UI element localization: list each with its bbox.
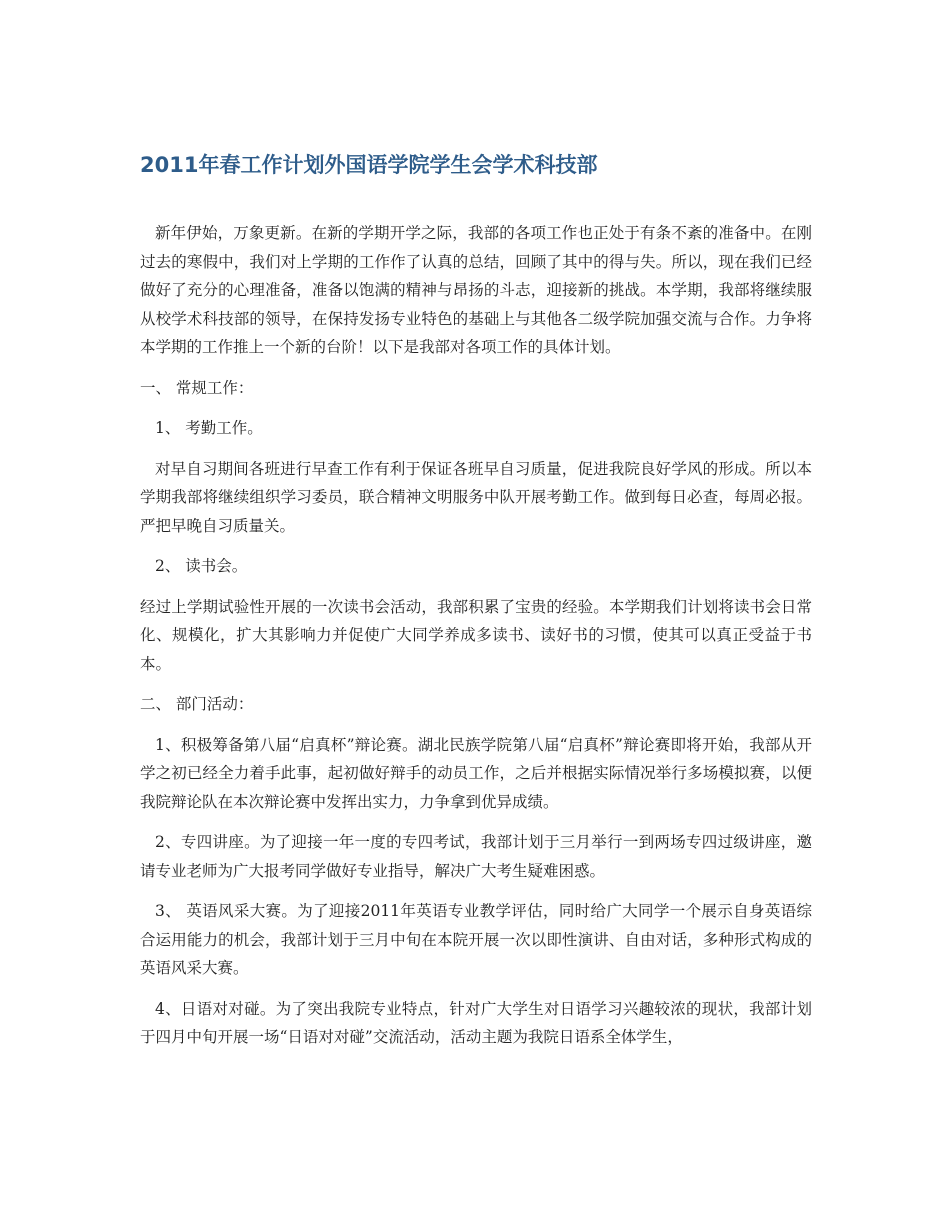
reading-club-paragraph: 经过上学期试验性开展的一次读书会活动，我部积累了宝贵的经验。本学期我们计划将读书会日常化、规模化，扩大其影响力并促使广大同学养成多读书、读好书的习惯，使其可以真正受益于书本。: [140, 597, 812, 673]
section-heading-department-activities: 二、 部门活动：: [140, 695, 254, 713]
section-heading-routine-work: 一、 常规工作：: [140, 378, 254, 397]
activity-english-contest-paragraph: 3、 英语风采大赛。为了迎接2011年英语专业教学评估，同时给广大同学一个展示自身英语综合运用能力的机会，我部计划于三月中旬在本院开展一次以即性演讲、自由对话，多种形式构成的英语风采大赛。: [140, 902, 812, 977]
item-heading-reading-club: 2、 读书会。: [155, 557, 248, 575]
intro-paragraph: 新年伊始，万象更新。在新的学期开学之际，我部的各项工作也正处于有条不紊的准备中。在刚过去的寒假中，我们对上学期的工作作了认真的总结，回顾了其中的得与失。所以，现在我们已经做好了充分的心理准备，准备以饱满的精神与昂扬的斗志，迎接新的挑战。本学期，我部将继续服从校学术科技部的领导，在保持发扬专业特色的基础上与其他各二级学院加强交流与合作。力争将本学期的工作推上一个新的台阶！以下是我部对各项工作的具体计划。: [140, 224, 812, 356]
document-title: 2011年春工作计划外国语学院学生会学术科技部: [140, 153, 598, 177]
attendance-paragraph: 对早自习期间各班进行早查工作有利于保证各班早自习质量，促进我院良好学风的形成。所以本学期我部将继续组织学习委员，联合精神文明服务中队开展考勤工作。做到每日必查，每周必报。严把早晚自习质量关。: [140, 459, 812, 535]
activity-debate-paragraph: 1、积极筹备第八届“启真杯”辩论赛。湖北民族学院第八届“启真杯”辩论赛即将开始，我部从开学之初已经全力着手此事，起初做好辩手的动员工作，之后并根据实际情况举行多场模拟赛，以便我院辩论队在本次辩论赛中发挥出实力，力争拿到优异成绩。: [140, 735, 812, 811]
activity-tem4-lecture-paragraph: 2、专四讲座。为了迎接一年一度的专四考试，我部计划于三月举行一到两场专四过级讲座，邀请专业老师为广大报考同学做好专业指导，解决广大考生疑难困惑。: [140, 833, 812, 880]
item-heading-attendance: 1、 考勤工作。: [155, 419, 263, 437]
activity-japanese-exchange-paragraph: 4、日语对对碰。为了突出我院专业特点，针对广大学生对日语学习兴趣较浓的现状，我部计划于四月中旬开展一场“日语对对碰”交流活动，活动主题为我院日语系全体学生，: [140, 999, 812, 1046]
document-body: [140, 219, 812, 1064]
